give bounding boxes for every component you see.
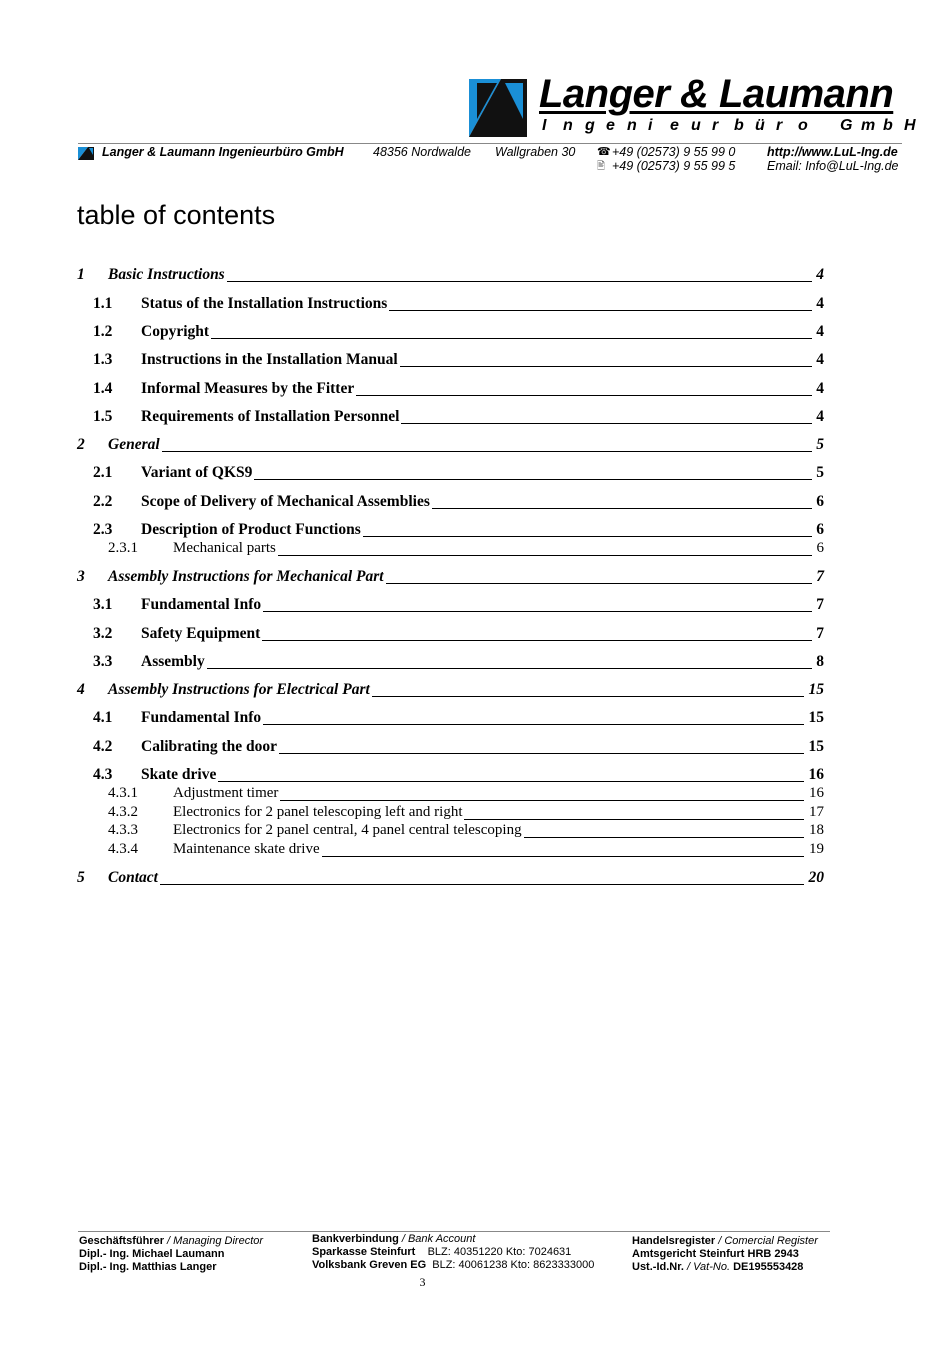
toc-entry-label: Fundamental Info [141, 596, 262, 613]
header-email-link[interactable]: Email: Info@LuL-Ing.de [767, 159, 899, 173]
toc-entry-number: 4.3.4 [108, 841, 138, 857]
toc-entry-page: 6 [816, 493, 824, 510]
company-logo-mark [469, 79, 527, 137]
toc-entry[interactable] [0, 738, 950, 758]
bank-label: Bankverbindung [312, 1233, 399, 1245]
brand-subtitle-letter: b [734, 117, 744, 134]
toc-entry[interactable] [0, 841, 950, 861]
brand-subtitle-letter: r [712, 117, 719, 134]
header-city: 48356 Nordwalde [373, 145, 471, 159]
footer-register [632, 1235, 818, 1274]
brand-subtitle-letter: g [585, 117, 595, 134]
toc-entry-page: 4 [816, 295, 824, 312]
brand-subtitle-letter: m [861, 117, 876, 134]
toc-entry-number: 1 [77, 266, 85, 283]
toc-entry-page: 7 [816, 625, 824, 642]
register-label: Handelsregister [632, 1235, 716, 1247]
header-street: Wallgraben 30 [495, 145, 576, 159]
toc-entry-label: Assembly Instructions for Electrical Part [108, 681, 370, 698]
toc-entry-number: 3.3 [93, 653, 113, 670]
toc-entry[interactable] [0, 540, 950, 560]
bank-label-en: / Bank Account [401, 1233, 476, 1245]
bank-2-details: BLZ: 40061238 Kto: 8623333000 [432, 1259, 595, 1271]
toc-entry-page: 7 [816, 596, 824, 613]
toc-entry-number: 3.2 [93, 625, 113, 642]
header-website-link[interactable]: http://www.LuL-Ing.de [767, 145, 898, 159]
toc-entry-page: 6 [816, 540, 824, 556]
toc-entry[interactable] [0, 869, 950, 889]
toc-entry[interactable] [0, 625, 950, 645]
toc-entry-number: 2 [77, 436, 85, 453]
toc-entry-label: General [108, 436, 160, 453]
toc-entry[interactable] [0, 653, 950, 673]
toc-entry-label: Assembly Instructions for Mechanical Part [108, 568, 384, 585]
toc-entry-number: 3.1 [93, 596, 113, 613]
brand-subtitle-letter: G [840, 117, 853, 134]
toc-entry[interactable] [0, 521, 950, 541]
fax-icon: 🖹 [597, 161, 606, 172]
toc-entry-number: 1.1 [93, 295, 113, 312]
brand-subtitle-letter: e [670, 117, 679, 134]
brand-title: Langer & Laumann [539, 72, 894, 116]
toc-leader-line [108, 436, 812, 452]
toc-entry-label: Status of the Installation Instructions [141, 295, 388, 312]
toc-entry-number: 1.5 [93, 408, 113, 425]
register-label-en: / Comercial Register [718, 1235, 818, 1247]
header-fax: +49 (02573) 9 55 99 5 [612, 159, 736, 173]
toc-entry[interactable] [0, 493, 950, 513]
brand-subtitle-letter: u [691, 117, 701, 134]
register-value: Amtsgericht Steinfurt HRB 2943 [632, 1248, 799, 1260]
toc-entry-number: 2.2 [93, 493, 113, 510]
toc-entry-page: 15 [808, 709, 824, 726]
toc-entry[interactable] [0, 464, 950, 484]
toc-entry-page: 5 [816, 464, 824, 481]
brand-subtitle-letter: n [563, 117, 573, 134]
toc-entry-page: 15 [808, 681, 824, 698]
toc-entry-label: Maintenance skate drive [173, 841, 320, 857]
toc-entry-page: 16 [809, 785, 824, 801]
header-divider [78, 143, 902, 144]
toc-entry-number: 1.4 [93, 380, 113, 397]
toc-entry-label: Variant of QKS9 [141, 464, 253, 481]
toc-entry-number: 4.2 [93, 738, 113, 755]
toc-entry-number: 5 [77, 869, 85, 886]
toc-entry-page: 20 [808, 869, 824, 886]
toc-entry[interactable] [0, 568, 950, 588]
toc-leader-line [141, 766, 804, 782]
toc-entry-page: 4 [816, 380, 824, 397]
toc-entry[interactable] [0, 709, 950, 729]
toc-entry-label: Electronics for 2 panel telescoping left and right [173, 804, 463, 820]
toc-entry-page: 4 [816, 351, 824, 368]
toc-entry-page: 8 [816, 653, 824, 670]
vat-label-en: / Vat-No. [687, 1261, 731, 1273]
toc-entry[interactable] [0, 785, 950, 805]
toc-entry[interactable] [0, 408, 950, 428]
bank-2-name: Volksbank Greven EG [312, 1259, 427, 1271]
toc-entry-page: 15 [808, 738, 824, 755]
toc-entry-label: Basic Instructions [108, 266, 225, 283]
toc-entry[interactable] [0, 681, 950, 701]
toc-entry-number: 4.3.3 [108, 822, 138, 838]
vat-value: DE195553428 [733, 1261, 804, 1273]
toc-entry[interactable] [0, 596, 950, 616]
toc-entry[interactable] [0, 323, 950, 343]
toc-entry-number: 4.3 [93, 766, 113, 783]
brand-subtitle-letter: e [606, 117, 615, 134]
toc-entry-label: Safety Equipment [141, 625, 261, 642]
toc-entry-label: Informal Measures by the Fitter [141, 380, 355, 397]
toc-entry-page: 16 [808, 766, 824, 783]
brand-subtitle-letter: r [776, 117, 783, 134]
toc-entry-label: Contact [108, 869, 158, 886]
toc-entry-number: 2.3 [93, 521, 113, 538]
toc-entry-page: 18 [809, 822, 824, 838]
toc-entry-label: Assembly [141, 653, 205, 670]
toc-entry-page: 17 [809, 804, 824, 820]
toc-entry-number: 4.3.1 [108, 785, 138, 801]
page-title: table of contents [77, 200, 276, 230]
toc-entry-page: 7 [816, 568, 824, 585]
director-2: Dipl.- Ing. Matthias Langer [79, 1261, 217, 1273]
footer-directors [79, 1235, 263, 1274]
vat-label: Ust.-Id.Nr. [632, 1261, 684, 1273]
toc-entry-page: 5 [816, 436, 824, 453]
toc-entry-label: Requirements of Installation Personnel [141, 408, 400, 425]
toc-entry-label: Skate drive [141, 766, 217, 783]
toc-entry-page: 19 [809, 841, 824, 857]
director-label: Geschäftsführer [79, 1235, 164, 1247]
toc-entry-label: Instructions in the Installation Manual [141, 351, 398, 368]
header-company: Langer & Laumann Ingenieurbüro GmbH [102, 145, 344, 159]
footer-divider [78, 1231, 830, 1232]
toc-entry-page: 4 [816, 408, 824, 425]
toc-entry[interactable] [0, 266, 950, 286]
toc-leader-line [108, 869, 804, 885]
brand-subtitle-letter: H [904, 117, 916, 134]
brand-subtitle-letter: o [798, 117, 808, 134]
small-logo-icon [78, 147, 94, 160]
toc-entry-label: Calibrating the door [141, 738, 278, 755]
brand-subtitle-letter: ü [755, 117, 765, 134]
footer-bank [312, 1233, 594, 1272]
toc-entry-number: 2.3.1 [108, 540, 138, 556]
director-1: Dipl.- Ing. Michael Laumann [79, 1248, 225, 1260]
toc-entry-number: 4.1 [93, 709, 113, 726]
toc-entry-page: 4 [816, 323, 824, 340]
toc-entry-number: 4 [77, 681, 85, 698]
toc-entry-page: 6 [816, 521, 824, 538]
toc-entry[interactable] [0, 822, 950, 842]
toc-entry-label: Scope of Delivery of Mechanical Assemblies [141, 493, 430, 510]
bank-1-name: Sparkasse Steinfurt [312, 1246, 416, 1258]
toc-entry-page: 4 [816, 266, 824, 283]
toc-entry-label: Copyright [141, 323, 210, 340]
toc-entry[interactable] [0, 295, 950, 315]
phone-icon: ☎ [597, 146, 611, 158]
toc-entry[interactable] [0, 766, 950, 786]
brand-subtitle-letter: I [542, 117, 547, 134]
toc-entry-label: Mechanical parts [173, 540, 276, 556]
toc-entry-label: Fundamental Info [141, 709, 262, 726]
toc-entry[interactable] [0, 436, 950, 456]
header-phone: +49 (02573) 9 55 99 0 [612, 145, 736, 159]
toc-entry-number: 3 [77, 568, 85, 585]
brand-subtitle-letter: b [883, 117, 893, 134]
toc-entry[interactable] [0, 804, 950, 824]
brand-subtitle-letter: n [627, 117, 637, 134]
toc-entry-number: 1.3 [93, 351, 113, 368]
brand-subtitle-letter: i [648, 117, 653, 134]
toc-entry-number: 1.2 [93, 323, 113, 340]
toc-entry-number: 2.1 [93, 464, 113, 481]
bank-1-details: BLZ: 40351220 Kto: 7024631 [427, 1246, 572, 1258]
toc-entry-label: Adjustment timer [173, 785, 279, 801]
toc-entry-number: 4.3.2 [108, 804, 138, 820]
toc-entry-label: Description of Product Functions [141, 521, 361, 538]
toc-leader-line [141, 653, 812, 669]
toc-entry[interactable] [0, 351, 950, 371]
toc-entry-label: Electronics for 2 panel central, 4 panel central telescoping [173, 822, 522, 838]
toc-leader-line [141, 323, 812, 339]
toc-entry[interactable] [0, 380, 950, 400]
page-number: 3 [419, 1275, 426, 1289]
director-label-en: / Managing Director [167, 1235, 264, 1247]
